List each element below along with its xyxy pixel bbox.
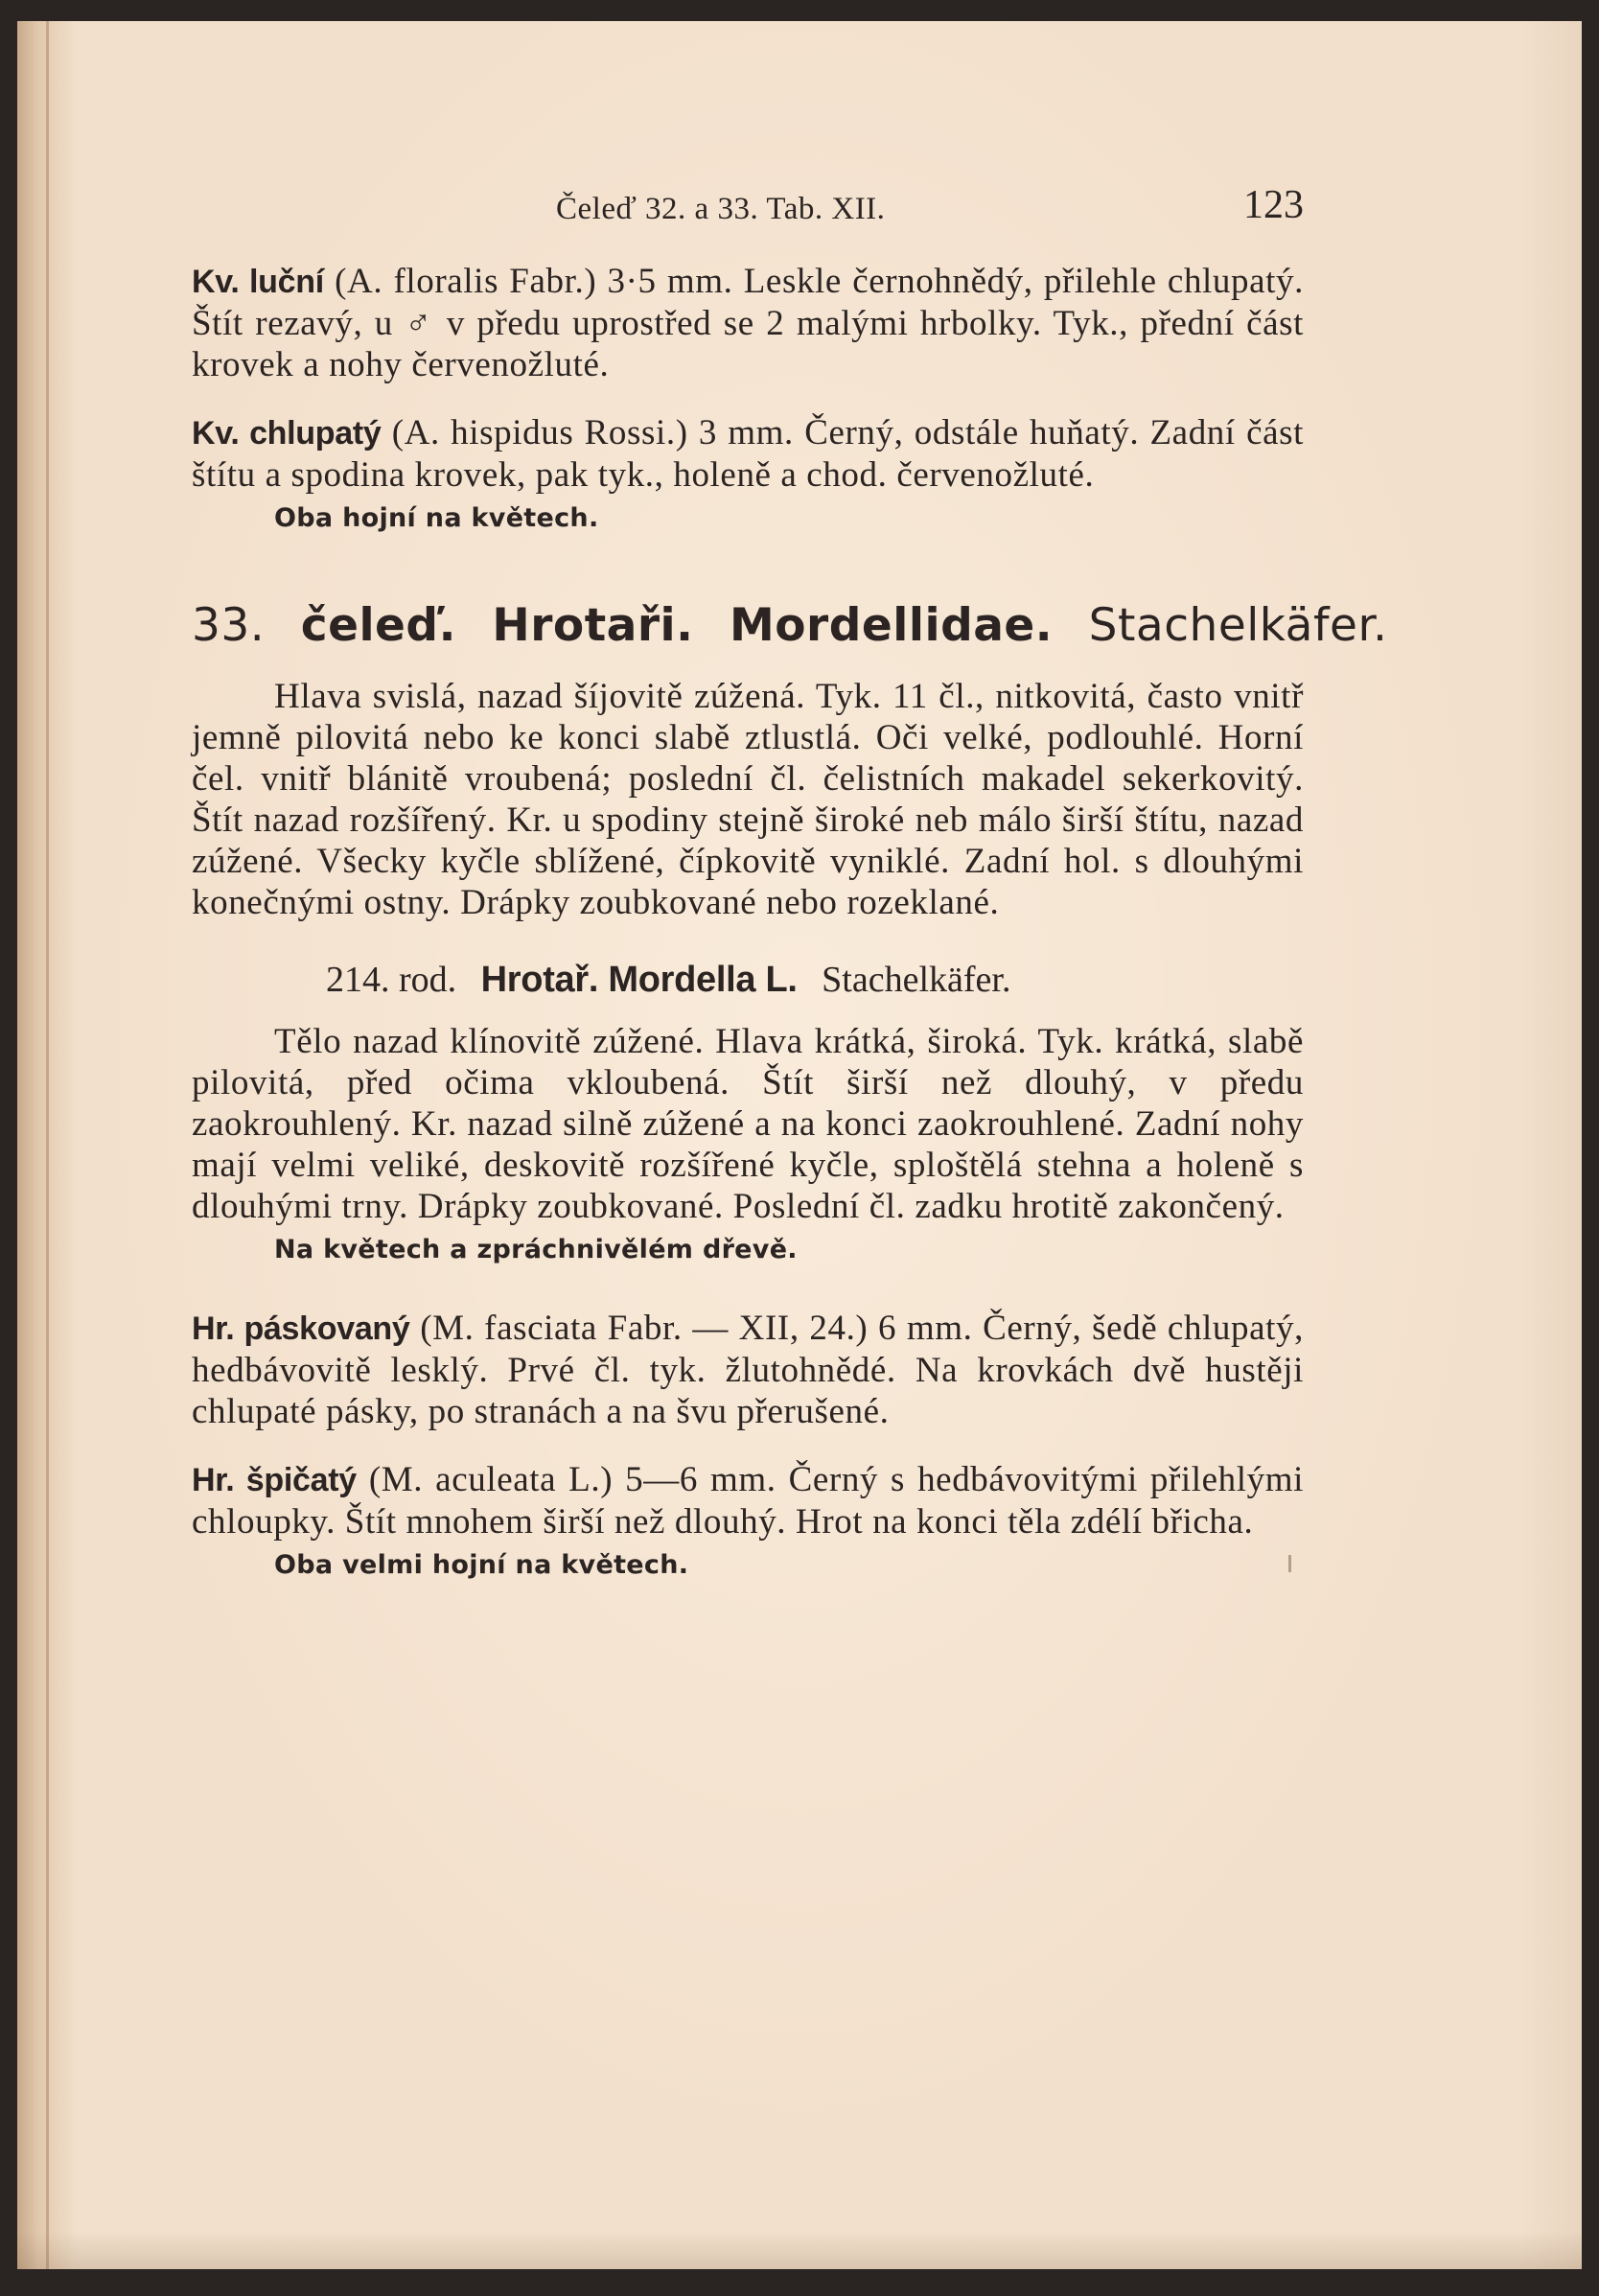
species-name: Hr. špičatý	[192, 1462, 357, 1498]
habitat-note: Oba hojní na květech.	[274, 503, 599, 533]
species-name: Kv. luční	[192, 264, 324, 300]
family-heading	[192, 597, 1388, 655]
family-german-name: Stachelkäfer.	[1088, 599, 1388, 652]
genus-name: Hrotař. Mordella L.	[480, 960, 798, 1000]
family-latin-name: Mordellidae.	[729, 599, 1054, 652]
species-entry	[192, 261, 1304, 385]
running-title: Čeleď 32. a 33. Tab. XII.	[556, 192, 886, 226]
species-entry	[192, 412, 1304, 496]
species-entry	[192, 1308, 1304, 1432]
running-header	[192, 182, 1304, 240]
species-text: (M. fasciata Fabr. — XII, 24.) 6 mm. Černý, šedě chlupatý, hedbávovitě lesklý. Prvé čl. tyk. žlutohnědé. Na krovkách dvě hustěji chlupaté pásky, po stranách a na švu přerušené.	[192, 1309, 1304, 1431]
page-content	[192, 182, 1388, 1585]
page-gutter	[17, 21, 71, 2269]
family-number: 33.	[192, 599, 266, 652]
species-text: (A. floralis Fabr.) 3·5 mm. Leskle černohnědý, přilehle chlupatý. Štít rezavý, u ♂ v předu uprostřed se 2 malými hrbolky. Tyk., přední část krovek a nohy červenožluté.	[192, 262, 1304, 384]
page-bottom-shadow	[17, 2231, 1582, 2269]
family-description: Hlava svislá, nazad šíjovitě zúžená. Tyk. 11 čl., nitkovitá, často vnitř jemně pilovitá nebo ke konci slabě ztlustlá. Oči velké, podlouhlé. Horní čel. vnitř blánitě vroubená; poslední čl. čelistních makadel sekerkovitý. Štít nazad rozšířený. Kr. u spodiny stejně široké neb málo širší štítu, nazad zúžené. Všecky kyčle sblížené, čípkovitě vyniklé. Zadní hol. s dlouhými konečnými ostny. Drápky zoubkované nebo rozeklané.	[192, 677, 1304, 922]
species-text: (A. hispidus Rossi.) 3 mm. Černý, odstále huňatý. Zadní část štítu a spodina krovek, pak tyk., holeně a chod. červenožluté.	[192, 413, 1304, 495]
species-entry	[192, 1459, 1304, 1542]
habitat-note: Na květech a zpráchnivělém dřevě.	[274, 1235, 798, 1264]
species-name: Hr. páskovaný	[192, 1310, 410, 1347]
genus-description: Tělo nazad klínovitě zúžené. Hlava krátká, široká. Tyk. krátká, slabě pilovitá, před očima vkloubená. Štít širší než dlouhý, v předu zaokrouhlený. Kr. nazad silně zúžené a na konci zaokrouhlené. Zadní nohy mají velmi veliké, deskovitě rozšířené kyčle, sploštělá stehna a holeně s dlouhými trny. Drápky zoubkované. Poslední čl. zadku hrotitě zakončený.	[192, 1022, 1304, 1226]
family-label: čeleď.	[300, 599, 456, 652]
genus-number: 214. rod.	[326, 960, 457, 1000]
species-name: Kv. chlupatý	[192, 415, 382, 452]
gutter-line	[46, 21, 49, 2269]
species-text: (M. aculeata L.) 5—6 mm. Černý s hedbávovitými přilehlými chloupky. Štít mnohem širší než dlouhý. Hrot na konci těla zdélí břicha.	[192, 1460, 1304, 1542]
habitat-note: Oba velmi hojní na květech.	[274, 1550, 689, 1580]
page-number: 123	[1243, 183, 1304, 227]
genus-heading	[192, 956, 1304, 1004]
genus-german-name: Stachelkäfer.	[822, 960, 1011, 1000]
family-czech-name: Hrotaři.	[492, 599, 694, 652]
